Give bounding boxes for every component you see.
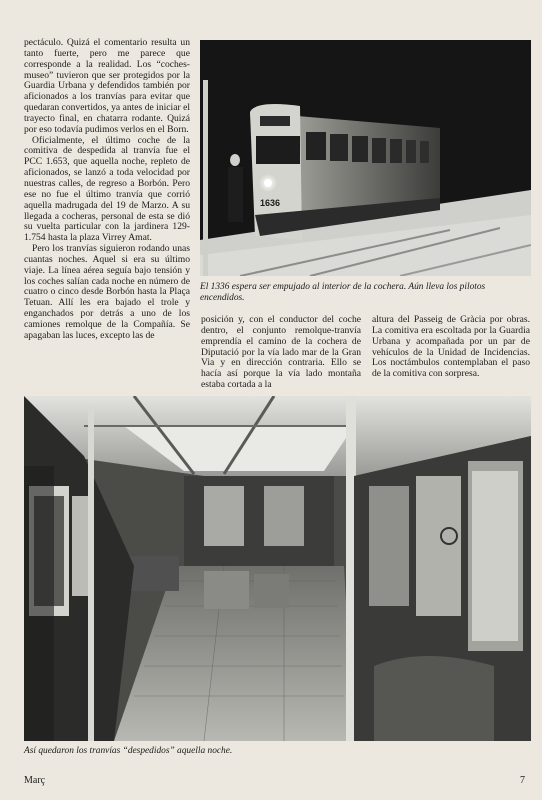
text-column-right — [372, 315, 530, 380]
footer-month: Març — [24, 775, 46, 786]
paragraph: pectáculo. Quizá el comentario resulta un tanto fuerte, pero me parece que corresponde a la realidad. Los “coches-museo” tuvieron que ser protegidos por la Guardia Urbana y defendidos también por aficionados a los tranvías para evitar que quedaran convertidos, ya antes de iniciar el trayecto final, en chatarra rodante. Quizá por eso todavía pudimos verlos en el Born. — [24, 37, 190, 135]
paragraph: Oficialmente, el último coche de la comitiva de despedida al tranvía fue el PCC 1.653, que aquella noche, repleto de aficionados, se lanzó a toda velocidad por nuestras calles, de regreso a Borbón. Pero ese no fue el último tranvía que corrió aquella madrugada del 19 de Marzo. A su llegada a cocheras, personal de esta se dió su vuelta particular con la jardinera 129-1.754 hasta la plaza Virrey Amat. — [24, 134, 190, 244]
text-column-left — [24, 38, 190, 342]
tram-interior-photo — [24, 396, 531, 741]
photo-caption-bottom: Así quedaron los tranvías “despedidos” aquella noche. — [24, 746, 233, 756]
photo-caption-top: El 1336 espera ser empujado al interior de la cochera. Aún lleva los pilotos encendidos. — [200, 282, 486, 303]
tram-night-photo — [200, 40, 531, 276]
paragraph: posición y, con el conductor del coche dentro, el conjunto remolque-tranvía emprendía el camino de la cochera de Diputació por la vía lado mar de la Gran Via y en dirección contraria. Ello se hacía así porque la vía lado montaña estaba cortada a la — [201, 314, 361, 391]
paragraph: altura del Passeig de Gràcia por obras. La comitiva era escoltada por la Guardia Urbana y acompañada por un par de vehículos de la Unidad de Incidencias. Los noctámbulos contemplaban el paso de la comitiva con sorpresa. — [372, 314, 530, 380]
paragraph: Pero los tranvías siguieron rodando unas cuantas noches. Aquel si era su último viaje. La línea aérea seguía bajo tensión y los coches salían cada noche en número de cuatro o cinco desde Borbón hasta la Plaça Tetuan. Allí les era bajado el trole y enganchados por detrás a uno de los camiones remolque de la Compañía. Se apagaban las luces, excepto las de — [24, 243, 190, 341]
page-number: 7 — [520, 775, 525, 786]
text-column-middle — [201, 315, 361, 391]
tram-number-plate: 1636 — [260, 198, 281, 208]
